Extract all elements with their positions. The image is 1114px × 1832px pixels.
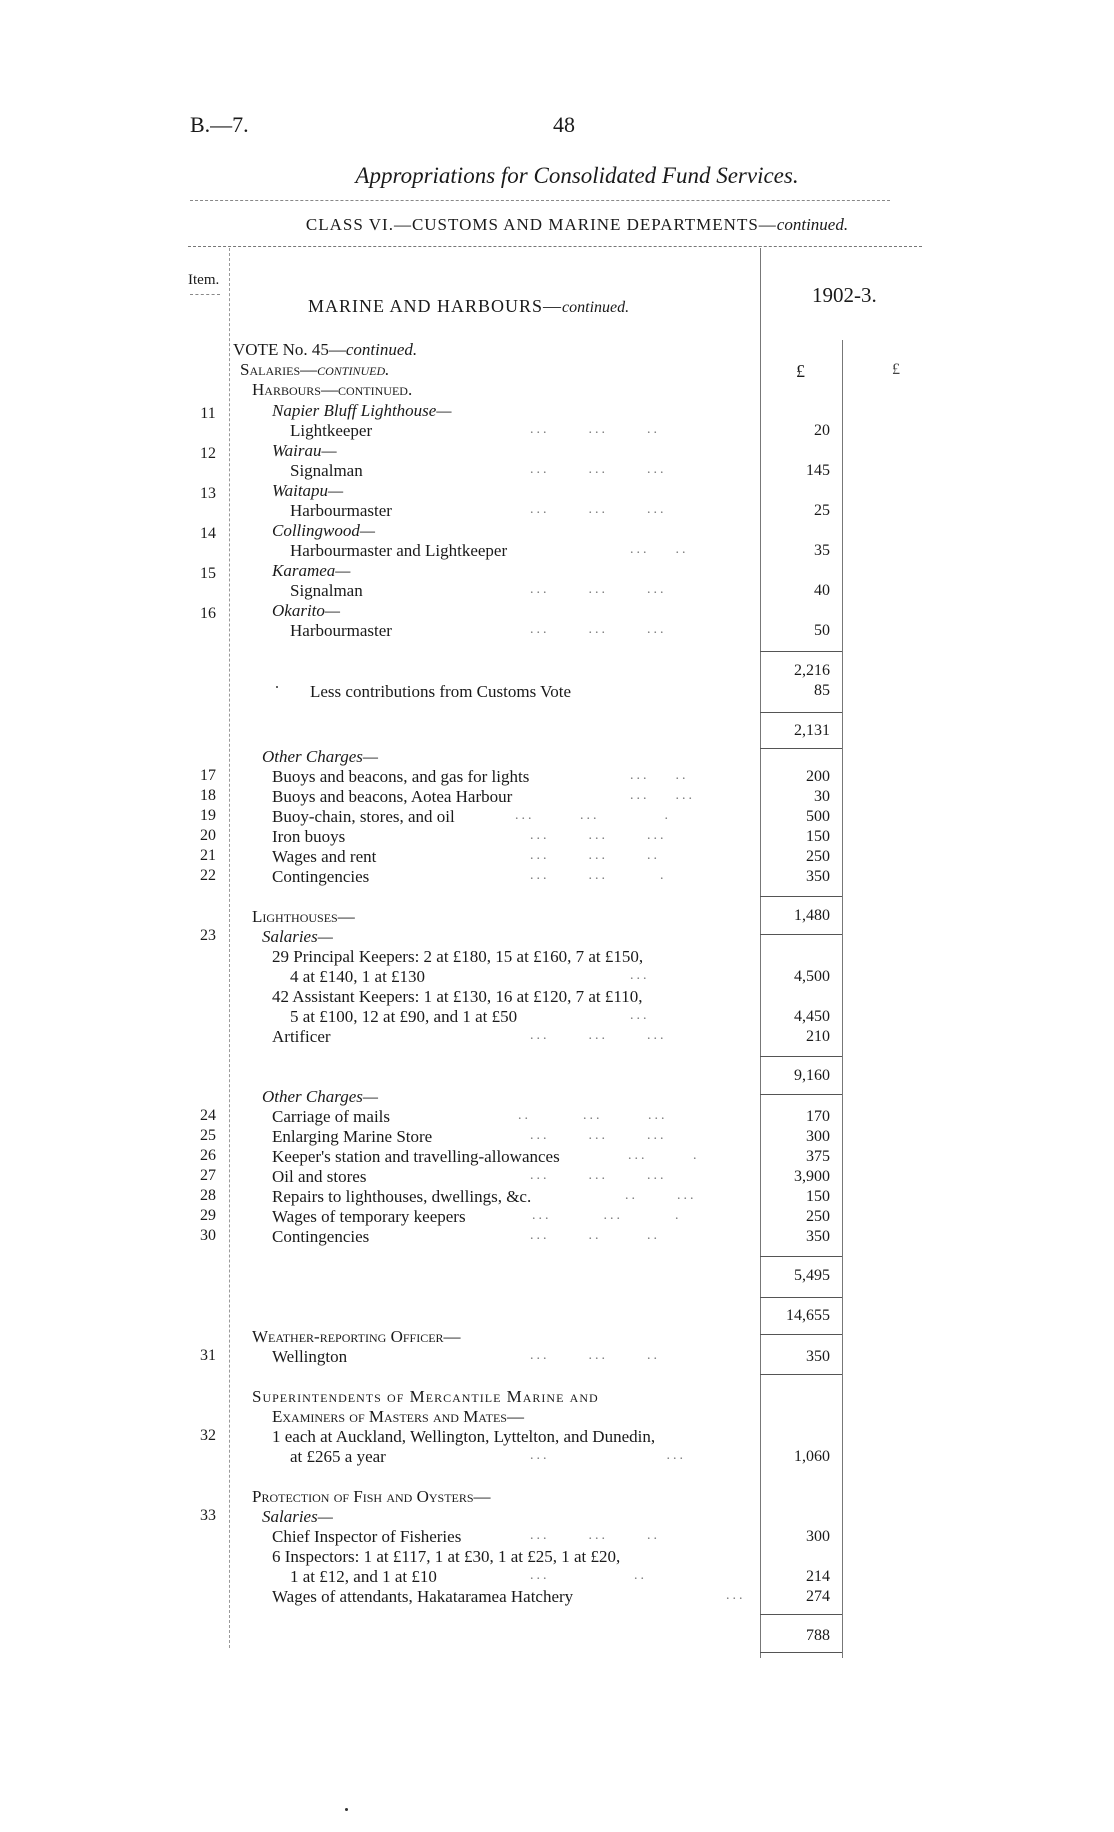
class-heading: CLASS VI.—CUSTOMS AND MARINE DEPARTMENTS—continued. xyxy=(305,215,849,234)
amount: 500 xyxy=(806,808,830,825)
item-number: 22 xyxy=(200,867,216,884)
superintendents-heading-1: Superintendents of Mercantile Marine and xyxy=(252,1387,599,1406)
title-rule xyxy=(190,200,890,201)
charge-description: Contingencies xyxy=(272,867,370,886)
amount: 250 xyxy=(806,1208,830,1225)
leader-dots: ... ... ... xyxy=(530,622,667,637)
amount: 300 xyxy=(806,1528,830,1545)
superintendents-heading-2: Examiners of Masters and Mates— xyxy=(272,1407,524,1426)
leader-dots: ... ... ... xyxy=(530,462,667,477)
leader-dots: ... ... ... xyxy=(530,828,667,843)
subtotal-rule xyxy=(760,1256,842,1257)
charge-description: Iron buoys xyxy=(272,827,346,846)
subtotal-rule xyxy=(760,1334,842,1335)
document-reference: B.—7. xyxy=(190,112,249,137)
charge-description: Buoys and beacons, Aotea Harbour xyxy=(272,787,513,806)
leader-dots: ... ... ... xyxy=(530,582,667,597)
superintendents-description-2: at £265 a year xyxy=(290,1447,386,1466)
item-number: 26 xyxy=(200,1147,216,1164)
subtotal-rule xyxy=(760,651,842,652)
superintendents-description-1: 1 each at Auckland, Wellington, Lyttelton, and Dunedin, xyxy=(272,1427,656,1446)
leader-dots: ... ... .. xyxy=(530,1528,660,1543)
amount: 30 xyxy=(814,788,830,805)
leader-dots: .. ... xyxy=(625,1188,697,1203)
subtotal-rule xyxy=(760,934,842,935)
leader-dots: ... ... ... xyxy=(530,502,667,517)
amount: 150 xyxy=(806,1188,830,1205)
assistant-keepers-line-1: 42 Assistant Keepers: 1 at £130, 16 at £120, 7 at £110, xyxy=(272,987,643,1006)
leader-dots: ... ... xyxy=(630,788,695,803)
leader-dots: ... ... . xyxy=(530,868,667,883)
other-charges-2-total: 5,495 xyxy=(794,1267,830,1284)
item-number: 15 xyxy=(200,565,216,582)
amount: 350 xyxy=(806,1228,830,1245)
lighthouses-heading: Lighthouses— xyxy=(252,907,355,926)
amount: 200 xyxy=(806,768,830,785)
item-column-header: Item. xyxy=(188,272,220,288)
leader-dots: ... .. xyxy=(630,768,689,783)
item-number: 28 xyxy=(200,1187,216,1204)
leader-dots: ... ... ... xyxy=(530,1128,667,1143)
less-amount: 85 xyxy=(814,682,830,699)
item-number: 18 xyxy=(200,787,216,804)
fiscal-year: 1902-3. xyxy=(812,283,877,307)
leader-dots: ... ... .. xyxy=(530,1348,660,1363)
charge-description: Wages and rent xyxy=(272,847,377,866)
vote-line: VOTE No. 45—continued. xyxy=(233,340,418,359)
charge-description: Contingencies xyxy=(272,1227,370,1246)
subtotal-rule xyxy=(760,1297,842,1298)
net-total: 2,131 xyxy=(794,722,830,739)
harbour-place: Waitapu— xyxy=(272,481,344,500)
charge-description: Wages of temporary keepers xyxy=(272,1207,466,1226)
item-number: 11 xyxy=(200,405,216,422)
leader-dots: ... .. .. xyxy=(530,1228,660,1243)
fish-salaries-heading: Salaries— xyxy=(262,1507,333,1526)
item-header-rule xyxy=(190,294,220,295)
other-charges-heading: Other Charges— xyxy=(262,747,379,766)
charge-description: Buoy-chain, stores, and oil xyxy=(272,807,455,826)
subtotal-rule xyxy=(760,896,842,897)
amount: 350 xyxy=(806,868,830,885)
item-number: 12 xyxy=(200,445,216,462)
amount: 25 xyxy=(814,502,830,519)
amount: 274 xyxy=(806,1588,830,1605)
other-charges-total: 1,480 xyxy=(794,907,830,924)
leader-dots: ... .. xyxy=(630,542,689,557)
amount: 20 xyxy=(814,422,830,439)
item-number: 31 xyxy=(200,1347,216,1364)
lighthouses-salaries-heading: Salaries— xyxy=(262,927,333,946)
page-number: 48 xyxy=(553,112,575,137)
charge-description: Carriage of mails xyxy=(272,1107,391,1126)
pound-symbol-2: £ xyxy=(892,361,900,378)
artificer-amount: 210 xyxy=(806,1028,830,1045)
amount: 250 xyxy=(806,848,830,865)
charge-description: Buoys and beacons, and gas for lights xyxy=(272,767,530,786)
amount-column-divider xyxy=(760,248,761,1658)
inspectors-line-1: 6 Inspectors: 1 at £117, 1 at £30, 1 at £25, 1 at £20, xyxy=(272,1547,621,1566)
subtotal-rule xyxy=(760,1652,842,1653)
charge-description: Oil and stores xyxy=(272,1167,367,1186)
item-number: 29 xyxy=(200,1207,216,1224)
inspectors-line-2: 1 at £12, and 1 at £10 xyxy=(290,1567,437,1586)
leader-dots: ... .. xyxy=(530,1568,647,1583)
leader-dots: ... xyxy=(726,1588,746,1603)
item-number: 21 xyxy=(200,847,216,864)
leader-dots: ... ... . xyxy=(532,1208,682,1223)
amount: 50 xyxy=(814,622,830,639)
item-number: 20 xyxy=(200,827,216,844)
leader-dots: ... xyxy=(630,1008,650,1023)
table-top-rule xyxy=(188,246,922,247)
print-speck xyxy=(345,1808,348,1811)
harbour-role: Signalman xyxy=(290,581,363,600)
item-number: 32 xyxy=(200,1427,216,1444)
amount: 150 xyxy=(806,828,830,845)
subtotal-rule xyxy=(760,1374,842,1375)
leader-dots: ... ... ... xyxy=(530,1168,667,1183)
weather-heading: Weather-reporting Officer— xyxy=(252,1327,461,1346)
artificer-label: Artificer xyxy=(272,1027,331,1046)
subtotal-rule xyxy=(760,1614,842,1615)
lighthouses-grand-total: 14,655 xyxy=(786,1307,830,1324)
amount: 214 xyxy=(806,1568,830,1585)
gross-total: 2,216 xyxy=(794,662,830,679)
leader-dots: ... ... ... xyxy=(530,1028,667,1043)
principal-keepers-amount: 4,500 xyxy=(794,968,830,985)
other-charges-heading-2: Other Charges— xyxy=(262,1087,379,1106)
less-contributions-label: Less contributions from Customs Vote xyxy=(310,682,571,701)
fish-heading: Protection of Fish and Oysters— xyxy=(252,1487,491,1506)
charge-description: Enlarging Marine Store xyxy=(272,1127,433,1146)
amount: 3,900 xyxy=(794,1168,830,1185)
item-number: 24 xyxy=(200,1107,216,1124)
item-number: 27 xyxy=(200,1167,216,1184)
salaries-line: Salaries—continued. xyxy=(240,360,390,379)
leader-dots: ... . xyxy=(628,1148,700,1163)
item-number: 19 xyxy=(200,807,216,824)
amount: 375 xyxy=(806,1148,830,1165)
subtotal-rule xyxy=(760,1056,842,1057)
subtotal-rule xyxy=(760,712,842,713)
harbour-role: Harbourmaster xyxy=(290,501,392,520)
amount: 300 xyxy=(806,1128,830,1145)
item-number: 14 xyxy=(200,525,216,542)
leader-dots: .. ... ... xyxy=(518,1108,668,1123)
page-title: Appropriations for Consolidated Fund Services. xyxy=(355,163,799,188)
pound-symbol-1: £ xyxy=(796,361,805,381)
amount2-column-divider xyxy=(842,340,843,1658)
leader-dots: ... xyxy=(630,968,650,983)
amount: 145 xyxy=(806,462,830,479)
item-number: 33 xyxy=(200,1507,216,1524)
lighthouse-salaries-total: 9,160 xyxy=(794,1067,830,1084)
harbour-role: Signalman xyxy=(290,461,363,480)
subtotal-rule xyxy=(760,1094,842,1095)
harbour-place: Okarito— xyxy=(272,601,340,620)
section-title: MARINE AND HARBOURS—continued. xyxy=(308,296,630,316)
wages-attendants-label: Wages of attendants, Hakataramea Hatchery xyxy=(272,1587,574,1606)
harbour-place: Karamea— xyxy=(272,561,351,580)
item-number: 25 xyxy=(200,1127,216,1144)
principal-keepers-line-2: 4 at £140, 1 at £130 xyxy=(290,967,426,986)
item-number: 17 xyxy=(200,767,216,784)
item-number: 30 xyxy=(200,1227,216,1244)
charge-description: Keeper's station and travelling-allowances xyxy=(272,1147,560,1166)
assistant-keepers-amount: 4,450 xyxy=(794,1008,830,1025)
leader-dots: ... ... . xyxy=(515,808,671,823)
chief-inspector-label: Chief Inspector of Fisheries xyxy=(272,1527,462,1546)
item-number: 23 xyxy=(200,927,216,944)
leader-dots: ... ... .. xyxy=(530,422,660,437)
harbour-role: Harbourmaster xyxy=(290,621,392,640)
amount: 1,060 xyxy=(794,1448,830,1465)
harbour-place: Napier Bluff Lighthouse— xyxy=(272,401,452,420)
amount: 35 xyxy=(814,542,830,559)
amount: 350 xyxy=(806,1348,830,1365)
print-speck xyxy=(276,686,278,688)
item-column-divider xyxy=(229,248,230,1648)
harbour-place: Collingwood— xyxy=(272,521,375,540)
harbour-role: Harbourmaster and Lightkeeper xyxy=(290,541,508,560)
amount: 170 xyxy=(806,1108,830,1125)
harbour-role: Lightkeeper xyxy=(290,421,373,440)
leader-dots: ... ... .. xyxy=(530,848,660,863)
fish-total: 788 xyxy=(806,1627,830,1644)
item-number: 16 xyxy=(200,605,216,622)
amount: 40 xyxy=(814,582,830,599)
assistant-keepers-line-2: 5 at £100, 12 at £90, and 1 at £50 xyxy=(290,1007,518,1026)
harbour-place: Wairau— xyxy=(272,441,337,460)
subtotal-rule xyxy=(760,748,842,749)
harbours-line: Harbours—continued. xyxy=(252,380,413,399)
principal-keepers-line-1: 29 Principal Keepers: 2 at £180, 15 at £160, 7 at £150, xyxy=(272,947,644,966)
charge-description: Repairs to lighthouses, dwellings, &c. xyxy=(272,1187,532,1206)
weather-description: Wellington xyxy=(272,1347,348,1366)
item-number: 13 xyxy=(200,485,216,502)
leader-dots: ... ... xyxy=(530,1448,686,1463)
